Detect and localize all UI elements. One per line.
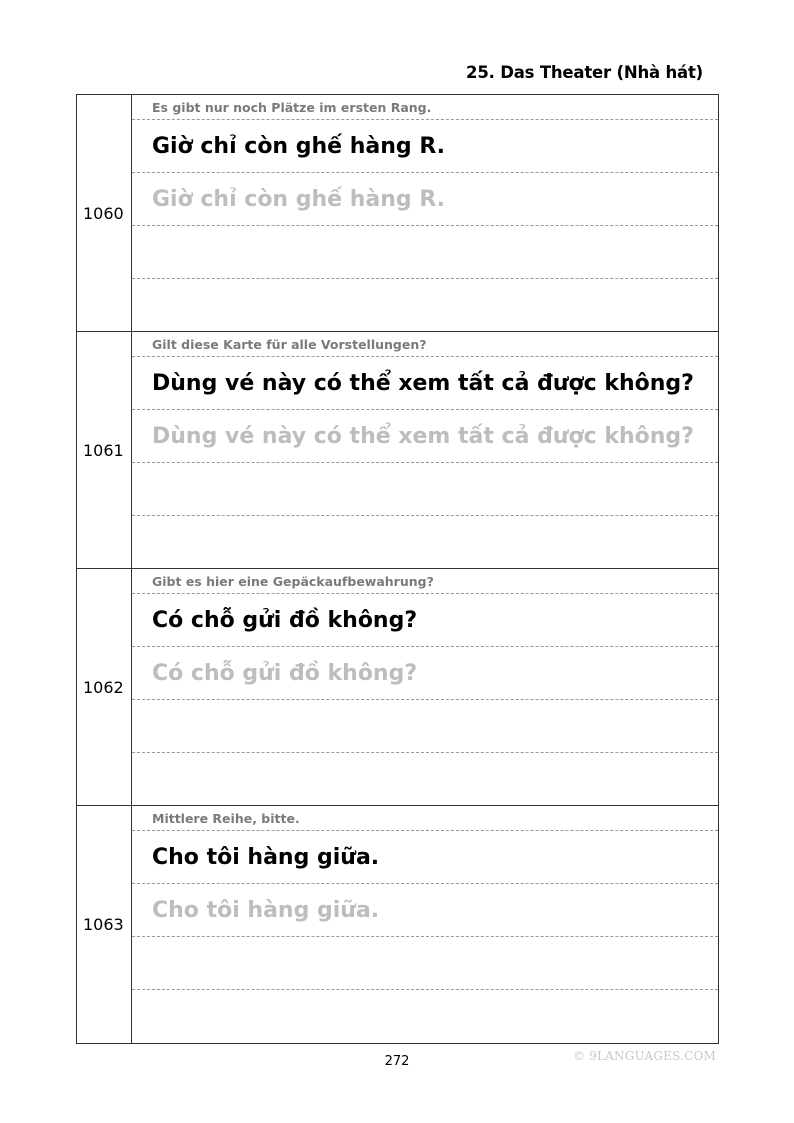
vietnamese-sentence: Dùng vé này có thể xem tất cả được không? (132, 357, 718, 410)
copyright-notice: © 9LANGUAGES.COM (572, 1049, 716, 1063)
entry-content (132, 569, 718, 805)
vietnamese-sentence: Cho tôi hàng giữa. (132, 831, 718, 884)
writing-line (132, 226, 718, 279)
trace-sentence: Dùng vé này có thể xem tất cả được không? (132, 410, 718, 463)
entry-block (77, 95, 718, 332)
practice-table (76, 94, 719, 1044)
entry-block (77, 806, 718, 1043)
entry-block (77, 332, 718, 569)
entry-number: 1062 (77, 569, 132, 805)
writing-line (132, 990, 718, 1042)
entry-content (132, 806, 718, 1043)
writing-line (132, 463, 718, 516)
entry-number: 1061 (77, 332, 132, 568)
entry-content (132, 332, 718, 568)
page-title: 25. Das Theater (Nhà hát) (466, 63, 703, 82)
writing-line (132, 516, 718, 568)
writing-line (132, 279, 718, 331)
trace-sentence: Giờ chỉ còn ghế hàng R. (132, 173, 718, 226)
vietnamese-sentence: Giờ chỉ còn ghế hàng R. (132, 120, 718, 173)
writing-line (132, 700, 718, 753)
german-sentence: Gilt diese Karte für alle Vorstellungen? (132, 332, 718, 357)
writing-line (132, 937, 718, 990)
entry-block (77, 569, 718, 806)
entry-number: 1060 (77, 95, 132, 331)
trace-sentence: Có chỗ gửi đồ không? (132, 647, 718, 700)
entry-number: 1063 (77, 806, 132, 1043)
writing-line (132, 753, 718, 805)
page-number: 272 (384, 1054, 410, 1069)
entry-content (132, 95, 718, 331)
german-sentence: Es gibt nur noch Plätze im ersten Rang. (132, 95, 718, 120)
vietnamese-sentence: Có chỗ gửi đồ không? (132, 594, 718, 647)
trace-sentence: Cho tôi hàng giữa. (132, 884, 718, 937)
german-sentence: Mittlere Reihe, bitte. (132, 806, 718, 831)
german-sentence: Gibt es hier eine Gepäckaufbewahrung? (132, 569, 718, 594)
